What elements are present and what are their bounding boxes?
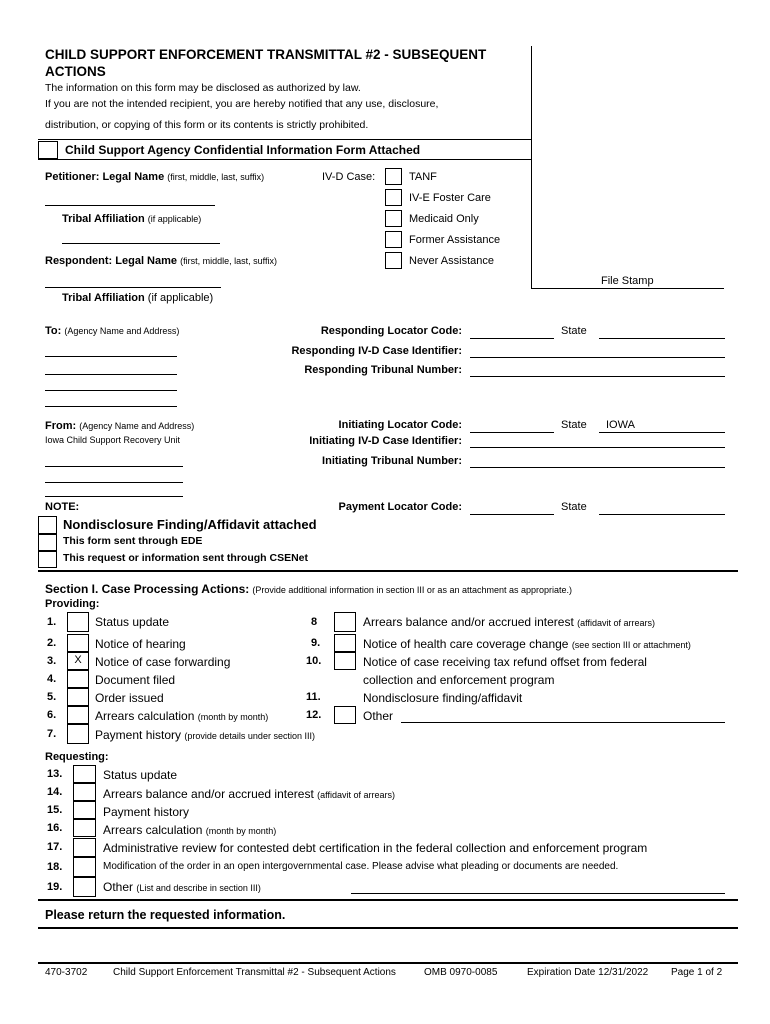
payment-locator-label: Payment Locator Code: (338, 501, 462, 513)
responding-case-id-field[interactable] (470, 357, 725, 358)
initiating-state-field[interactable] (599, 432, 725, 433)
file-stamp-label: File Stamp (601, 275, 654, 287)
responding-locator-field[interactable] (470, 338, 554, 339)
to-address-line1[interactable] (45, 356, 177, 357)
item-label: Modification of the order in an open intergovernmental case. Please advise what pleading or documents are needed. (103, 861, 619, 872)
ivd-never-assistance-checkbox[interactable] (385, 252, 402, 269)
footer-rule (38, 962, 738, 964)
initiating-case-id-label: Initiating IV-D Case Identifier: (309, 435, 462, 447)
item-label: Document filed (95, 673, 176, 687)
item-checkbox[interactable] (67, 706, 89, 724)
item-checkbox[interactable] (73, 801, 96, 819)
item-label: Notice of case receiving tax refund offset from federal (363, 655, 647, 669)
tribal-affiliation-field[interactable] (62, 243, 220, 244)
item-label: Notice of hearing (95, 637, 186, 651)
respondent-name-field[interactable] (45, 287, 221, 288)
other-request-field[interactable] (351, 893, 725, 894)
to-address-line4[interactable] (45, 406, 177, 407)
tribal-affiliation-label: Tribal Affiliation (if applicable) (62, 213, 202, 225)
from-address-line3[interactable] (45, 496, 183, 497)
confidential-label: Child Support Agency Confidential Information Form Attached (65, 143, 421, 157)
item-checkbox[interactable] (334, 612, 356, 632)
item-number: 19. (47, 881, 63, 893)
item-number: 18. (47, 861, 63, 873)
item-label: Arrears balance and/or accrued interest (affidavit of arrears) (363, 615, 655, 629)
item-label: Nondisclosure finding/affidavit (363, 691, 523, 705)
to-address-line3[interactable] (45, 390, 177, 391)
csenet-label: This request or information sent through CSENet (63, 552, 309, 564)
item-checkbox[interactable] (73, 783, 96, 801)
ede-checkbox[interactable] (38, 534, 57, 551)
disclosure-line2: If you are not the intended recipient, you are hereby notified that any use, disclosure, (45, 98, 439, 110)
item-number: 15. (47, 804, 63, 816)
responding-locator-label: Responding Locator Code: (320, 325, 462, 337)
header-rule-bottom (38, 159, 532, 160)
to-label: To: (Agency Name and Address) (45, 325, 180, 337)
item-checkbox[interactable] (67, 724, 89, 744)
item-label: Notice of health care coverage change (see section III or attachment) (363, 637, 691, 651)
respondent-label: Respondent: Legal Name (first, middle, last, suffix) (45, 255, 277, 267)
initiating-case-id-field[interactable] (470, 447, 725, 448)
form-title-line1: CHILD SUPPORT ENFORCEMENT TRANSMITTAL #2 - SUBSEQUENT (45, 47, 487, 62)
to-address-line2[interactable] (45, 374, 177, 375)
ivd-case-label: IV-D Case: (322, 171, 376, 183)
item-number: 9. (311, 637, 321, 649)
header-rule-top (38, 139, 532, 140)
file-stamp-rule (531, 288, 724, 289)
item-checkbox[interactable] (73, 838, 96, 857)
confidential-checkbox[interactable] (38, 141, 58, 159)
item-label: Arrears balance and/or accrued interest (affidavit of arrears) (103, 787, 395, 801)
item-label: Arrears calculation (month by month) (95, 709, 269, 723)
ivd-option-tanf: TANF (409, 171, 437, 183)
ivd-tanf-checkbox[interactable] (385, 168, 402, 185)
item-checkbox[interactable] (67, 688, 89, 706)
tribal-affiliation-2-label: Tribal Affiliation (if applicable) (62, 292, 214, 304)
item-label: Arrears calculation (month by month) (103, 823, 277, 837)
item-number: 8 (311, 616, 318, 628)
return-note: Please return the requested information. (45, 908, 286, 922)
item-number: 2. (47, 637, 57, 649)
initiating-state-value: IOWA (606, 419, 635, 431)
item-number: 7. (47, 728, 57, 740)
petitioner-name-field[interactable] (45, 205, 215, 206)
item-number: 6. (47, 709, 57, 721)
item-label: Administrative review for contested debt certification in the federal collection and enforcement program (103, 841, 648, 855)
ivd-former-assistance-checkbox[interactable] (385, 231, 402, 248)
item-label: Other (363, 709, 394, 723)
item-label: Payment history (provide details under section III) (95, 728, 315, 742)
initiating-state-label: State (561, 419, 587, 431)
from-address-line1[interactable] (45, 466, 183, 467)
ivd-option-foster-care: IV-E Foster Care (409, 192, 491, 204)
ede-label: This form sent through EDE (63, 535, 203, 547)
responding-tribunal-label: Responding Tribunal Number: (304, 364, 462, 376)
ivd-foster-care-checkbox[interactable] (385, 189, 402, 206)
payment-state-field[interactable] (599, 514, 725, 515)
item-number: 10. (306, 655, 322, 667)
nondisclosure-label: Nondisclosure Finding/Affidavit attached (63, 517, 317, 532)
item-label: Notice of case forwarding (95, 655, 231, 669)
item-checkbox[interactable] (73, 877, 96, 897)
nondisclosure-checkbox[interactable] (38, 516, 57, 534)
item-label: Status update (103, 768, 178, 782)
item-checkbox[interactable] (334, 652, 356, 670)
payment-locator-field[interactable] (470, 514, 554, 515)
return-rule-bottom (38, 927, 738, 929)
from-address-line2[interactable] (45, 482, 183, 483)
petitioner-label: Petitioner: Legal Name (first, middle, last, suffix) (45, 171, 265, 183)
section1-title: Section I. Case Processing Actions: (Provide additional information in section III or as an attachment as appropriate.) (45, 582, 573, 596)
header-divider (531, 46, 532, 289)
from-label: From: (Agency Name and Address) (45, 420, 195, 432)
item-number: 16. (47, 822, 63, 834)
item-number: 1. (47, 616, 57, 628)
item-number: 3. (47, 655, 57, 667)
form-title-line2: ACTIONS (45, 64, 106, 79)
other-field[interactable] (401, 722, 725, 723)
ivd-medicaid-checkbox[interactable] (385, 210, 402, 227)
ivd-option-medicaid: Medicaid Only (409, 213, 479, 225)
requesting-label: Requesting: (45, 751, 109, 763)
from-agency: Iowa Child Support Recovery Unit (45, 435, 181, 445)
note-label: NOTE: (45, 501, 80, 513)
item-checkbox[interactable] (334, 706, 356, 724)
disclosure-line1: The information on this form may be disclosed as authorized by law. (45, 82, 361, 94)
item-number: 14. (47, 786, 63, 798)
responding-tribunal-field[interactable] (470, 376, 725, 377)
csenet-checkbox[interactable] (38, 551, 57, 568)
item-number: 4. (47, 673, 57, 685)
item-checkbox[interactable] (334, 634, 356, 652)
initiating-locator-field[interactable] (470, 432, 554, 433)
responding-state-label: State (561, 325, 587, 337)
section-divider (38, 570, 738, 572)
responding-state-field[interactable] (599, 338, 725, 339)
item-number: 11. (306, 691, 321, 703)
footer-omb: OMB 0970-0085 (424, 967, 498, 978)
item-checkbox[interactable] (73, 857, 96, 877)
initiating-locator-label: Initiating Locator Code: (338, 419, 462, 431)
providing-label: Providing: (45, 598, 100, 610)
return-rule-top (38, 899, 738, 901)
item-label: Other (List and describe in section III) (103, 880, 261, 894)
footer-expiration: Expiration Date 12/31/2022 (527, 967, 649, 978)
item-label: Order issued (95, 691, 164, 705)
item-number: 5. (47, 691, 57, 703)
disclosure-line3: distribution, or copying of this form or its contents is strictly prohibited. (45, 119, 369, 131)
item-checkbox[interactable] (73, 819, 96, 837)
item-checkbox[interactable] (67, 612, 89, 632)
item-checkbox[interactable]: X (67, 652, 89, 670)
item-label: Payment history (103, 805, 190, 819)
item-checkbox[interactable] (67, 670, 89, 688)
initiating-tribunal-field[interactable] (470, 467, 725, 468)
ivd-option-never-assistance: Never Assistance (409, 255, 494, 267)
item-checkbox[interactable] (67, 634, 89, 652)
footer-form-title: Child Support Enforcement Transmittal #2 - Subsequent Actions (113, 967, 396, 978)
item-label-line2: collection and enforcement program (363, 673, 555, 687)
item-number: 12. (306, 709, 322, 721)
item-label: Status update (95, 615, 170, 629)
item-number: 13. (47, 768, 63, 780)
footer-form-number: 470-3702 (45, 967, 88, 978)
initiating-tribunal-label: Initiating Tribunal Number: (322, 455, 462, 467)
ivd-option-former-assistance: Former Assistance (409, 234, 501, 246)
responding-case-id-label: Responding IV-D Case Identifier: (291, 345, 462, 357)
item-number: 17. (47, 841, 63, 853)
payment-state-label: State (561, 501, 587, 513)
footer-page: Page 1 of 2 (671, 967, 723, 978)
item-checkbox[interactable] (73, 765, 96, 783)
